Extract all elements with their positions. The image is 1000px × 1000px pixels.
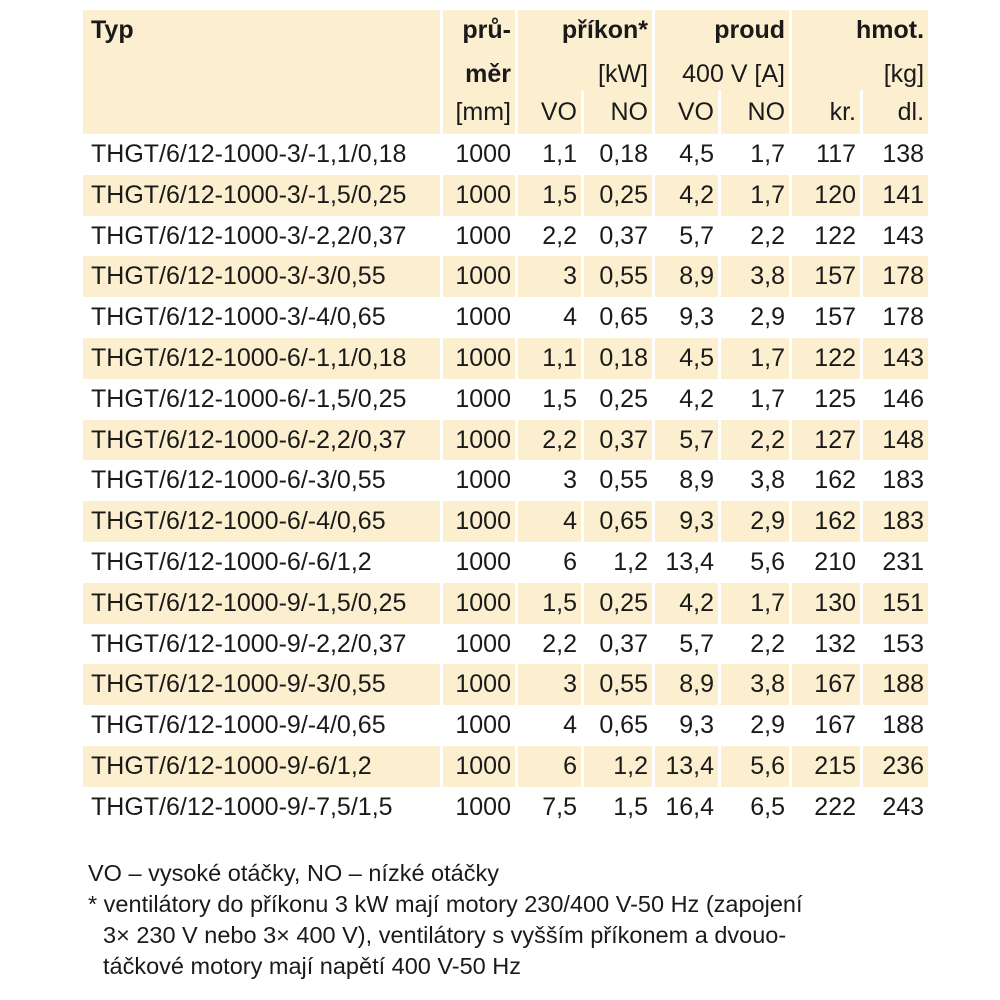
table-row xyxy=(83,583,928,624)
cell-prumer: 1000 xyxy=(443,746,515,787)
cell-proud-vo: 4,2 xyxy=(655,175,718,216)
cell-prikon-no: 0,25 xyxy=(584,583,652,624)
cell-prikon-no: 0,37 xyxy=(584,420,652,461)
cell-proud-no: 2,2 xyxy=(750,629,786,658)
cell-proud-no: 2,9 xyxy=(750,303,786,332)
cell-hmot-dl: 143 xyxy=(863,338,928,379)
header-proud-vo: VO xyxy=(655,90,718,134)
table-row xyxy=(83,256,928,297)
cell-hmot-dl: 178 xyxy=(882,303,925,332)
cell-prikon-no: 1,2 xyxy=(584,746,652,787)
cell-proud-vo: 16,4 xyxy=(665,792,714,821)
cell-typ: THGT/6/12-1000-6/-2,2/0,37 xyxy=(83,420,440,461)
table-row xyxy=(83,297,928,338)
header-prikon: příkon* xyxy=(518,10,652,50)
header-prumer-2: měr xyxy=(443,50,515,90)
cell-proud-vo: 5,7 xyxy=(679,629,714,658)
cell-typ: THGT/6/12-1000-9/-1,5/0,25 xyxy=(83,583,440,624)
cell-typ: THGT/6/12-1000-9/-3/0,55 xyxy=(83,664,440,705)
cell-prikon-no: 0,65 xyxy=(584,501,652,542)
cell-prikon-no: 0,37 xyxy=(599,221,648,250)
footnote-asterisk-line-3: táčkové motory mají napětí 400 V-50 Hz xyxy=(103,953,521,979)
cell-proud-no: 5,6 xyxy=(721,746,789,787)
header-hmot-unit: [kg] xyxy=(792,50,928,90)
cell-proud-vo: 4,2 xyxy=(655,583,718,624)
cell-typ: THGT/6/12-1000-6/-4/0,65 xyxy=(83,501,440,542)
cell-typ: THGT/6/12-1000-9/-6/1,2 xyxy=(83,746,440,787)
cell-proud-no: 2,9 xyxy=(721,501,789,542)
table-row xyxy=(83,664,928,705)
cell-proud-vo: 5,7 xyxy=(655,420,718,461)
cell-hmot-kr: 117 xyxy=(816,140,857,168)
cell-hmot-dl: 151 xyxy=(863,583,928,624)
footnote-asterisk-line-1: * ventilátory do příkonu 3 kW mají motory 230/400 V-50 Hz (zapojení xyxy=(88,891,803,917)
cell-proud-no: 2,2 xyxy=(750,221,786,250)
cell-prikon-vo: 1,1 xyxy=(542,140,577,168)
cell-hmot-kr: 167 xyxy=(814,711,857,740)
cell-typ: THGT/6/12-1000-9/-2,2/0,37 xyxy=(91,629,407,658)
cell-hmot-kr: 132 xyxy=(814,629,857,658)
cell-proud-vo: 9,3 xyxy=(679,303,714,332)
cell-proud-vo: 9,3 xyxy=(655,501,718,542)
cell-prikon-vo: 1,5 xyxy=(542,384,577,413)
cell-hmot-kr: 130 xyxy=(792,583,860,624)
cell-hmot-dl: 183 xyxy=(882,466,925,495)
cell-hmot-dl: 141 xyxy=(863,175,928,216)
header-prumer-unit: [mm] xyxy=(443,90,515,134)
cell-hmot-dl: 148 xyxy=(863,420,928,461)
table-row xyxy=(83,134,928,175)
cell-typ: THGT/6/12-1000-9/-7,5/1,5 xyxy=(91,792,393,821)
cell-prumer: 1000 xyxy=(443,256,515,297)
table-row xyxy=(83,542,928,583)
table-row xyxy=(83,420,928,461)
cell-prikon-no: 0,55 xyxy=(599,466,648,495)
cell-proud-vo: 5,7 xyxy=(679,221,714,250)
header-proud-unit: 400 V [A] xyxy=(655,50,789,90)
cell-hmot-kr: 210 xyxy=(814,547,857,576)
cell-hmot-kr: 127 xyxy=(792,420,860,461)
cell-prikon-vo: 4 xyxy=(563,303,577,332)
cell-proud-vo: 8,9 xyxy=(679,466,714,495)
table-row xyxy=(83,746,928,787)
cell-hmot-kr: 120 xyxy=(792,175,860,216)
table-row xyxy=(83,216,928,257)
cell-prikon-no: 0,65 xyxy=(599,303,648,332)
cell-prikon-no: 0,37 xyxy=(599,629,648,658)
cell-proud-vo: 8,9 xyxy=(655,664,718,705)
footnote-legend: VO – vysoké otáčky, NO – nízké otáčky xyxy=(88,860,499,886)
table-row xyxy=(83,379,928,420)
cell-prumer: 1000 xyxy=(443,664,515,705)
cell-prumer: 1000 xyxy=(455,221,511,250)
cell-prikon-vo: 6 xyxy=(563,547,577,576)
cell-hmot-kr: 122 xyxy=(792,338,860,379)
cell-prikon-vo: 3 xyxy=(563,466,577,495)
cell-hmot-kr: 157 xyxy=(792,256,860,297)
header-prikon-unit: [kW] xyxy=(518,50,652,90)
cell-prikon-no: 1,2 xyxy=(613,547,648,576)
cell-hmot-dl: 183 xyxy=(863,501,928,542)
cell-hmot-dl: 243 xyxy=(882,792,925,821)
cell-typ: THGT/6/12-1000-6/-1,5/0,25 xyxy=(91,384,407,413)
cell-prumer: 1000 xyxy=(443,501,515,542)
header-hmot: hmot. xyxy=(792,10,928,50)
cell-prikon-vo: 6 xyxy=(518,746,581,787)
cell-prumer: 1000 xyxy=(443,338,515,379)
cell-prikon-no: 0,25 xyxy=(584,175,652,216)
cell-prikon-vo: 2,2 xyxy=(542,629,577,658)
header-proud: proud xyxy=(655,10,789,50)
cell-proud-no: 3,8 xyxy=(721,256,789,297)
cell-proud-no: 5,6 xyxy=(750,547,786,576)
cell-proud-no: 2,2 xyxy=(721,420,789,461)
cell-prikon-vo: 1,1 xyxy=(518,338,581,379)
cell-typ: THGT/6/12-1000-6/-3/0,55 xyxy=(91,466,386,495)
cell-prikon-vo: 4 xyxy=(563,711,577,740)
header-hmot-dl: dl. xyxy=(863,90,928,134)
cell-proud-no: 6,5 xyxy=(750,792,786,821)
cell-proud-vo: 4,5 xyxy=(679,140,714,168)
cell-proud-vo: 13,4 xyxy=(665,547,714,576)
cell-typ: THGT/6/12-1000-3/-1,5/0,25 xyxy=(83,175,440,216)
spec-table xyxy=(80,10,931,828)
cell-typ: THGT/6/12-1000-3/-2,2/0,37 xyxy=(91,221,407,250)
header-prikon-vo: VO xyxy=(518,90,581,134)
cell-prumer: 1000 xyxy=(455,466,511,495)
cell-hmot-kr: 157 xyxy=(814,303,857,332)
cell-prumer: 1000 xyxy=(455,547,511,576)
cell-typ: THGT/6/12-1000-3/-1,1/0,18 xyxy=(91,140,407,168)
cell-proud-vo: 4,2 xyxy=(679,384,714,413)
cell-hmot-dl: 143 xyxy=(882,221,925,250)
cell-prumer: 1000 xyxy=(455,140,511,168)
cell-prikon-vo: 3 xyxy=(518,664,581,705)
cell-prumer: 1000 xyxy=(443,420,515,461)
cell-hmot-kr: 122 xyxy=(814,221,857,250)
cell-proud-no: 2,9 xyxy=(750,711,786,740)
cell-hmot-dl: 231 xyxy=(882,547,925,576)
cell-prikon-vo: 2,2 xyxy=(518,420,581,461)
header-prikon-no: NO xyxy=(584,90,652,134)
cell-prumer: 1000 xyxy=(455,711,511,740)
cell-hmot-dl: 138 xyxy=(882,140,925,168)
cell-proud-no: 1,7 xyxy=(750,384,786,413)
cell-proud-no: 3,8 xyxy=(721,664,789,705)
header-proud-no: NO xyxy=(721,90,789,134)
cell-proud-vo: 8,9 xyxy=(655,256,718,297)
cell-prikon-vo: 2,2 xyxy=(542,221,577,250)
cell-prikon-no: 0,25 xyxy=(599,384,648,413)
footnote-asterisk-line-2: 3× 230 V nebo 3× 400 V), ventilátory s vyšším příkonem a dvouo- xyxy=(103,922,787,948)
table-row xyxy=(83,460,928,501)
cell-hmot-dl: 188 xyxy=(863,664,928,705)
cell-prikon-vo: 1,5 xyxy=(518,175,581,216)
footnotes xyxy=(88,858,968,982)
header-prumer-1: prů- xyxy=(443,10,515,50)
cell-prumer: 1000 xyxy=(455,792,511,821)
cell-prumer: 1000 xyxy=(455,384,511,413)
cell-proud-no: 1,7 xyxy=(721,338,789,379)
cell-prumer: 1000 xyxy=(455,629,511,658)
cell-hmot-dl: 178 xyxy=(863,256,928,297)
cell-prikon-no: 0,55 xyxy=(584,664,652,705)
cell-hmot-dl: 153 xyxy=(882,629,925,658)
cell-proud-vo: 4,5 xyxy=(655,338,718,379)
cell-prikon-vo: 1,5 xyxy=(518,583,581,624)
cell-hmot-dl: 146 xyxy=(882,384,925,413)
cell-prikon-no: 1,5 xyxy=(613,792,648,821)
table-row xyxy=(83,705,928,746)
cell-proud-no: 1,7 xyxy=(721,175,789,216)
cell-typ: THGT/6/12-1000-9/-4/0,65 xyxy=(91,711,386,740)
cell-proud-no: 1,7 xyxy=(721,583,789,624)
cell-prumer: 1000 xyxy=(455,303,511,332)
spec-table-container xyxy=(83,10,925,828)
cell-typ: THGT/6/12-1000-6/-6/1,2 xyxy=(91,547,372,576)
cell-prumer: 1000 xyxy=(443,175,515,216)
cell-prikon-no: 0,65 xyxy=(599,711,648,740)
cell-prumer: 1000 xyxy=(443,583,515,624)
header-typ: Typ xyxy=(83,10,440,134)
cell-hmot-dl: 188 xyxy=(882,711,925,740)
table-row xyxy=(83,624,928,665)
cell-hmot-kr: 215 xyxy=(792,746,860,787)
cell-prikon-vo: 4 xyxy=(518,501,581,542)
cell-prikon-no: 0,18 xyxy=(599,140,648,168)
cell-proud-vo: 9,3 xyxy=(679,711,714,740)
cell-typ: THGT/6/12-1000-3/-4/0,65 xyxy=(91,303,386,332)
table-row xyxy=(83,338,928,379)
cell-prikon-vo: 3 xyxy=(518,256,581,297)
cell-hmot-dl: 236 xyxy=(863,746,928,787)
header-hmot-kr: kr. xyxy=(792,90,860,134)
cell-prikon-vo: 7,5 xyxy=(542,792,577,821)
cell-hmot-kr: 222 xyxy=(814,792,857,821)
spec-table-body xyxy=(83,134,928,828)
cell-proud-no: 3,8 xyxy=(750,466,786,495)
table-row xyxy=(83,501,928,542)
table-row xyxy=(83,787,928,828)
cell-typ: THGT/6/12-1000-6/-1,1/0,18 xyxy=(83,338,440,379)
cell-proud-vo: 13,4 xyxy=(655,746,718,787)
cell-prikon-no: 0,18 xyxy=(584,338,652,379)
cell-hmot-kr: 162 xyxy=(814,466,857,495)
cell-prikon-no: 0,55 xyxy=(584,256,652,297)
cell-typ: THGT/6/12-1000-3/-3/0,55 xyxy=(83,256,440,297)
cell-proud-no: 1,7 xyxy=(750,140,786,168)
cell-hmot-kr: 125 xyxy=(814,384,857,413)
table-row xyxy=(83,175,928,216)
cell-hmot-kr: 167 xyxy=(792,664,860,705)
cell-hmot-kr: 162 xyxy=(792,501,860,542)
